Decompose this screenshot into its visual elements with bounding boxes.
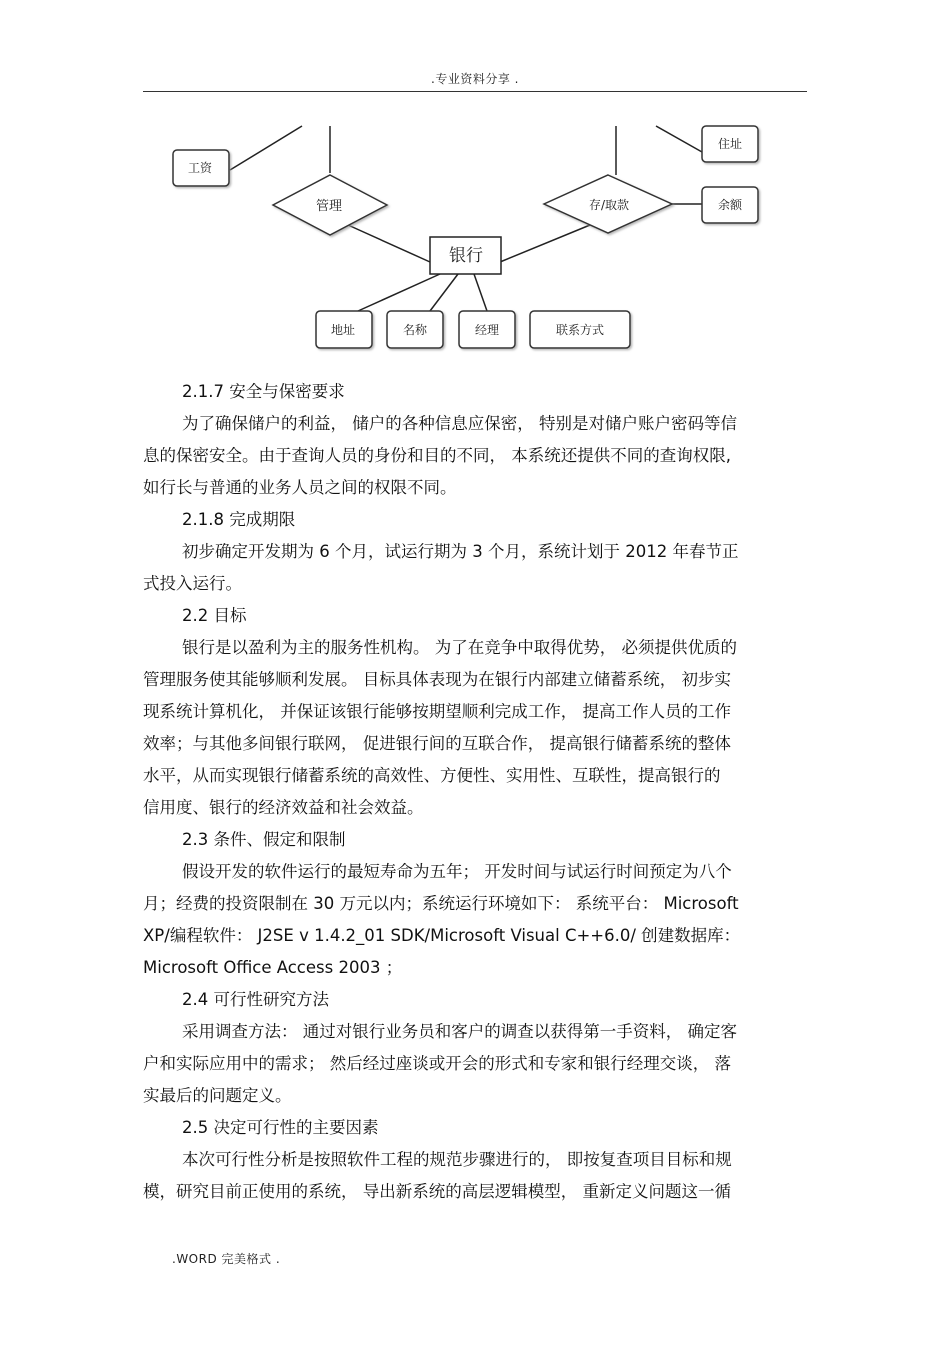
text-line: 现系统计算机化， 并保证该银行能够按期望顺利完成工作， 提高工作人员的工作 [143,702,731,721]
page-header: .专业资料分享 . [431,72,519,86]
attribute-manager-label: 经理 [474,323,500,337]
text-line: Microsoft Office Access 2003 ； [143,958,403,977]
text-line: 本次可行性分析是按照软件工程的规范步骤进行的， 即按复查项目目标和规 [182,1150,732,1169]
text-line: 2.1.8 完成期限 [182,510,296,529]
connector-line [474,274,487,311]
connector-line [358,274,440,311]
text-line: 采用调查方法： 通过对银行业务员和客户的调查以获得第一手资料， 确定客 [182,1022,737,1041]
connector-line [230,126,302,170]
text-line: 2.1.7 安全与保密要求 [182,382,345,401]
text-line: 式投入运行。 [143,574,242,593]
text-line: 信用度、银行的经济效益和社会效益。 [143,798,424,817]
text-line: 水平，从而实现银行储蓄系统的高效性、方便性、实用性、互联性，提高银行的 [143,766,721,785]
connector-line [348,225,430,262]
text-line: 效率；与其他多间银行联网， 促进银行间的互联合作， 提高银行储蓄系统的整体 [143,734,731,753]
text-line: 息的保密安全。由于查询人员的身份和目的不同， 本系统还提供不同的查询权限, [143,446,731,465]
header-divider [143,91,807,92]
text-line: XP/编程软件： J2SE v 1.4.2_01 SDK/Microsoft Visual C++6.0/ 创建数据库： [143,926,741,945]
entity-bank-label: 银行 [449,246,483,266]
text-line: 2.5 决定可行性的主要因素 [182,1118,379,1137]
text-line: 假设开发的软件运行的最短寿命为五年； 开发时间与试运行时间预定为八个 [182,862,732,881]
text-line: 为了确保储户的利益， 储户的各种信息应保密， 特别是对储户账户密码等信 [182,414,737,433]
text-line: 2.2 目标 [182,606,247,625]
text-line: 2.4 可行性研究方法 [182,990,329,1009]
attribute-balance-label: 余额 [717,198,743,212]
text-line: 初步确定开发期为 6 个月，试运行期为 3 个月，系统计划于 2012 年春节正 [182,542,739,561]
connector-line [656,126,702,152]
attribute-contact-label: 联系方式 [555,323,605,337]
text-line: 如行长与普通的业务人员之间的权限不同。 [143,478,457,497]
attribute-address-label: 地址 [330,323,356,337]
er-diagram [0,100,950,370]
connector-line [500,225,590,262]
text-line: 户和实际应用中的需求； 然后经过座谈或开会的形式和专家和银行经理交谈， 落 [143,1054,731,1073]
relation-deposit-label: 存/取款 [588,198,630,212]
text-line: 月；经费的投资限制在 30 万元以内；系统运行环境如下： 系统平台： Microsoft [143,894,739,913]
page-footer: .WORD 完美格式 . [172,1252,281,1266]
relation-manage-label: 管理 [315,199,343,214]
text-line: 银行是以盈利为主的服务性机构。 为了在竞争中取得优势， 必须提供优质的 [182,638,737,657]
attribute-name-label: 名称 [402,323,428,337]
text-line: 模，研究目前正使用的系统， 导出新系统的高层逻辑模型， 重新定义问题这一循 [143,1182,731,1201]
attribute-address-top-label: 住址 [717,137,743,151]
text-line: 管理服务使其能够顺利发展。 目标具体表现为在银行内部建立储蓄系统， 初步实 [143,670,731,689]
document-body [143,376,807,1208]
connector-line [430,274,458,311]
text-line: 2.3 条件、假定和限制 [182,830,346,849]
text-line: 实最后的问题定义。 [143,1086,292,1105]
attribute-salary-label: 工资 [187,161,213,175]
